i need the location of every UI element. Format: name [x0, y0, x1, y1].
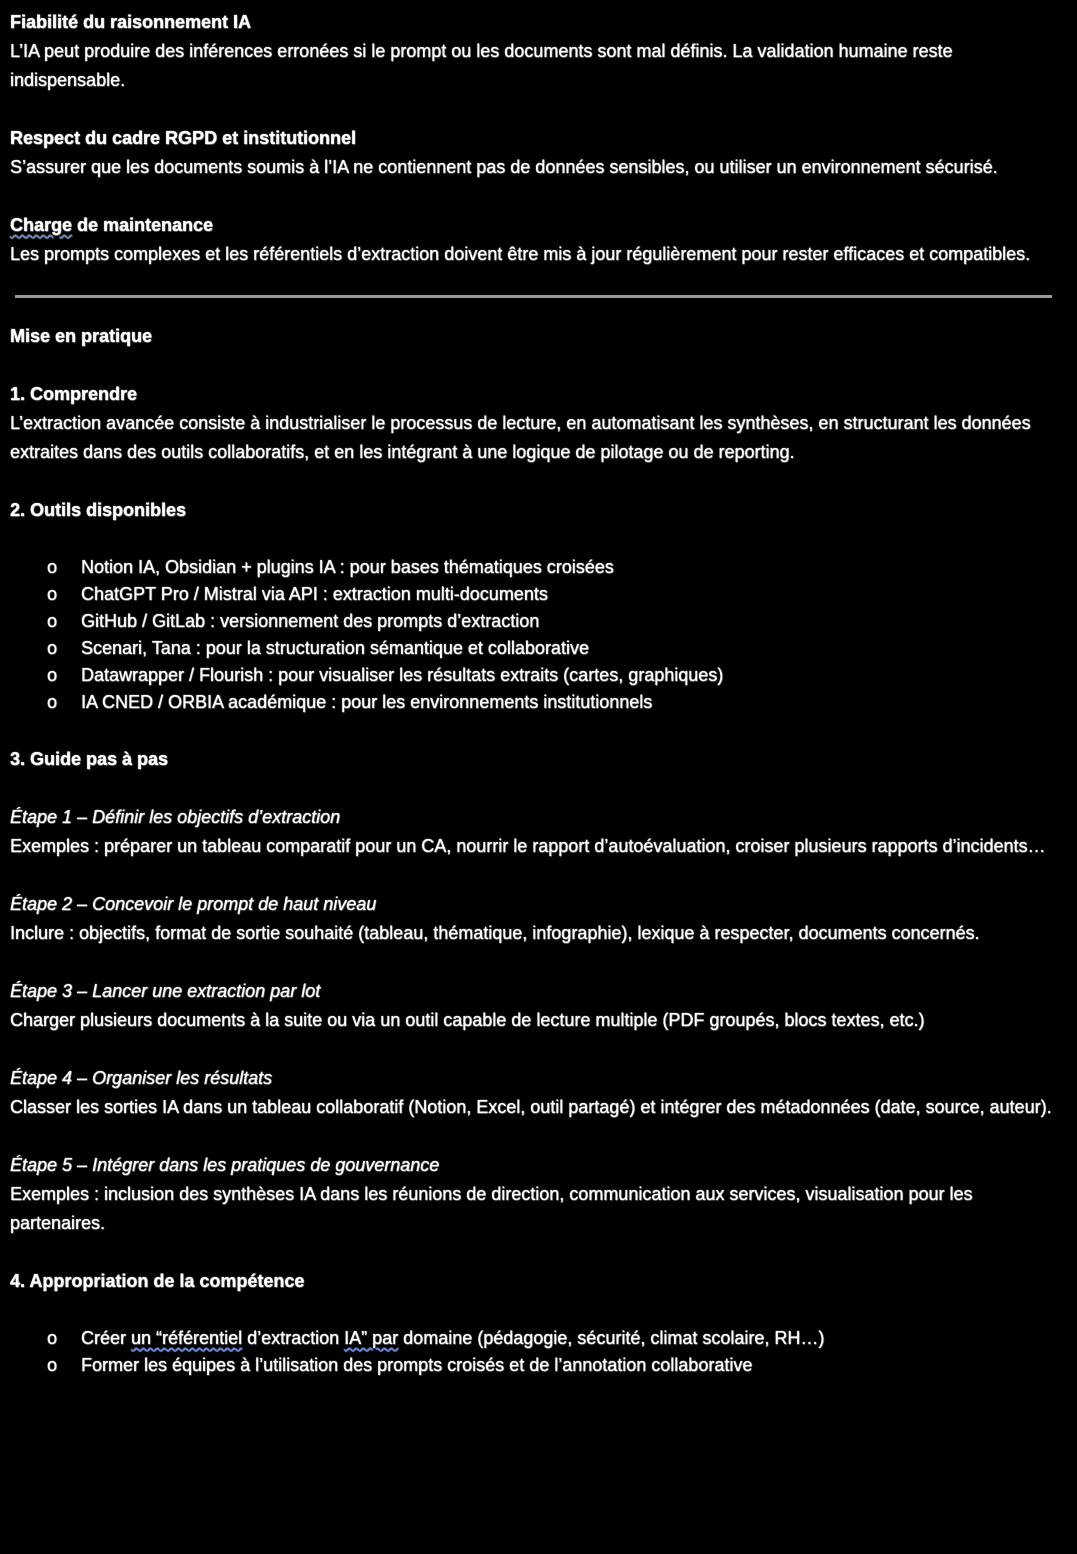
spacer	[10, 716, 1060, 745]
subsection-text-comprendre: L’extraction avancée consiste à industrialiser le processus de lecture, en automatisant les synthèses, en structurant les données extraites dans des outils collaboratifs, et en les intégrant à une logique de pilotage ou de reporting.	[10, 413, 1031, 462]
step-title-4: Étape 4 – Organiser les résultats	[10, 1068, 273, 1088]
spacer	[10, 1122, 1060, 1151]
step-title-2: Étape 2 – Concevoir le prompt de haut niveau	[10, 894, 377, 914]
spacer	[10, 525, 1060, 554]
list-item: o ChatGPT Pro / Mistral via API : extraction multi-documents	[10, 581, 1060, 608]
list-item: o Scenari, Tana : pour la structuration sémantique et collaborative	[10, 635, 1060, 662]
list-item-text: Créer	[81, 1328, 132, 1348]
step-text-5: Exemples : inclusion des synthèses IA dans les réunions de direction, communication aux services, visualisation pour les partenaires.	[10, 1184, 973, 1233]
subsection-title-comprendre: 1. Comprendre	[10, 384, 138, 404]
block-text-maintenance: Les prompts complexes et les référentiels d’extraction doivent être mis à jour régulièrement pour rester efficaces et compatibles.	[10, 244, 1031, 264]
list-item-text: domaine (pédagogie, sécurité, climat scolaire, RH…)	[398, 1328, 825, 1348]
step-text-4: Classer les sorties IA dans un tableau collaboratif (Notion, Excel, outil partagé) et intégrer des métadonnées (date, source, auteur).	[10, 1097, 1052, 1117]
list-item: o GitHub / GitLab : versionnement des prompts d’extraction	[10, 608, 1060, 635]
spacer	[10, 1238, 1060, 1267]
block-title-rgpd: Respect du cadre RGPD et institutionnel	[10, 128, 357, 148]
list-item: o Notion IA, Obsidian + plugins IA : pour bases thématiques croisées	[10, 554, 1060, 581]
document-page	[10, 8, 1060, 1379]
spacer	[10, 861, 1060, 890]
list-item: o Datawrapper / Flourish : pour visualiser les résultats extraits (cartes, graphiques)	[10, 662, 1060, 689]
list-item: o Former les équipes à l’utilisation des prompts croisés et de l’annotation collaborative	[10, 1352, 1060, 1379]
list-item: o IA CNED / ORBIA académique : pour les environnements institutionnels	[10, 689, 1060, 716]
block-title-fiabilite: Fiabilité du raisonnement IA	[10, 12, 252, 32]
subsection-title-appropriation: 4. Appropriation de la compétence	[10, 1271, 305, 1291]
step-text-3: Charger plusieurs documents à la suite ou via un outil capable de lecture multiple (PDF groupés, blocs textes, etc.)	[10, 1010, 925, 1030]
spellcheck-underline[interactable]: IA” par	[344, 1328, 399, 1348]
spacer	[10, 351, 1060, 380]
spellcheck-underline[interactable]: Charge	[10, 215, 73, 235]
spacer	[10, 182, 1060, 211]
spacer	[10, 774, 1060, 803]
spacer	[10, 467, 1060, 496]
section-title-mise-en-pratique: Mise en pratique	[10, 326, 153, 346]
block-text-fiabilite: L’IA peut produire des inférences erronées si le prompt ou les documents sont mal définis. La validation humaine reste indispensable.	[10, 41, 953, 90]
step-title-3: Étape 3 – Lancer une extraction par lot	[10, 981, 321, 1001]
block-title-maintenance	[10, 211, 1060, 240]
block-title-maintenance-rest: de maintenance	[72, 215, 214, 235]
step-text-1: Exemples : préparer un tableau comparatif pour un CA, nourrir le rapport d’autoévaluation, croiser plusieurs rapports d’incidents…	[10, 836, 1046, 856]
horizontal-rule	[15, 295, 1052, 298]
spacer	[10, 1296, 1060, 1325]
step-title-5: Étape 5 – Intégrer dans les pratiques de gouvernance	[10, 1155, 440, 1175]
tools-list	[10, 554, 1060, 716]
spellcheck-underline[interactable]: un “référentiel	[131, 1328, 243, 1348]
step-text-2: Inclure : objectifs, format de sortie souhaité (tableau, thématique, infographie), lexique à respecter, documents concernés.	[10, 923, 980, 943]
subsection-title-outils: 2. Outils disponibles	[10, 500, 187, 520]
spacer	[10, 95, 1060, 124]
spacer	[10, 948, 1060, 977]
step-title-1: Étape 1 – Définir les objectifs d’extraction	[10, 807, 341, 827]
subsection-title-guide: 3. Guide pas à pas	[10, 749, 169, 769]
list-item-text: d’extraction	[242, 1328, 345, 1348]
appropriation-list	[10, 1325, 1060, 1379]
spacer	[10, 1035, 1060, 1064]
list-item	[10, 1325, 1060, 1352]
block-text-rgpd: S’assurer que les documents soumis à l’IA ne contiennent pas de données sensibles, ou utiliser un environnement sécurisé.	[10, 157, 998, 177]
